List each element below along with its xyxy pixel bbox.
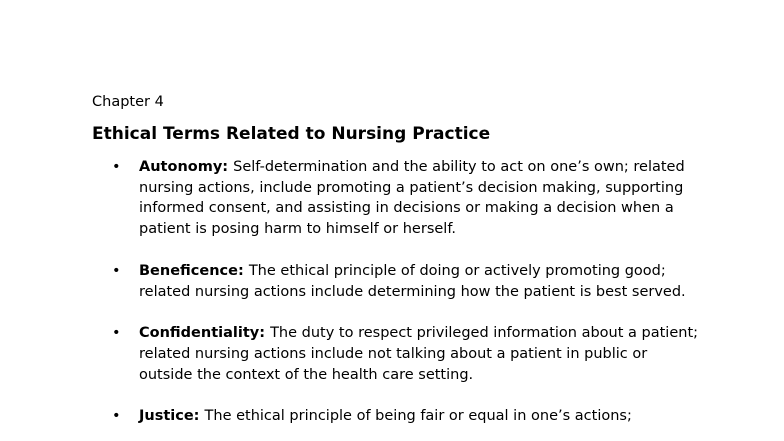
term-definition: The duty to respect privileged information about a patient; related nursing actions include not talking about a patient in public or outside the context of the health care setting. [139, 325, 699, 383]
term-name: Justice: [139, 408, 205, 425]
term-name: Autonomy: [139, 159, 234, 175]
term-definition: The ethical principle of doing or actively promoting good; related nursing actions include determining how the patient is best served. [139, 262, 686, 300]
bullet-icon: • [112, 408, 121, 425]
term-definition: The ethical principle of being fair or equal in one’s actions; [204, 408, 632, 425]
term-definition: Self-determination and the ability to act on one’s own; related nursing actions, include promoting a patient’s decision making, supporting informed consent, and assisting in decisions or making a decision when a patient is posing harm to himself or herself. [139, 159, 685, 238]
list-item-beneficence [0, 261, 699, 302]
section-title: Ethical Terms Related to Nursing Practice [92, 124, 491, 144]
bullet-icon: • [112, 262, 121, 279]
list-item-autonomy [0, 157, 699, 240]
ethical-terms-list [0, 157, 784, 441]
term-name: Confidentiality: [139, 325, 271, 342]
term-name: Beneficence: [139, 262, 249, 279]
bullet-icon: • [112, 325, 121, 342]
chapter-label: Chapter 4 [92, 94, 164, 110]
bullet-icon: • [112, 159, 121, 175]
list-item-justice [0, 406, 699, 427]
list-item-confidentiality [0, 323, 699, 385]
